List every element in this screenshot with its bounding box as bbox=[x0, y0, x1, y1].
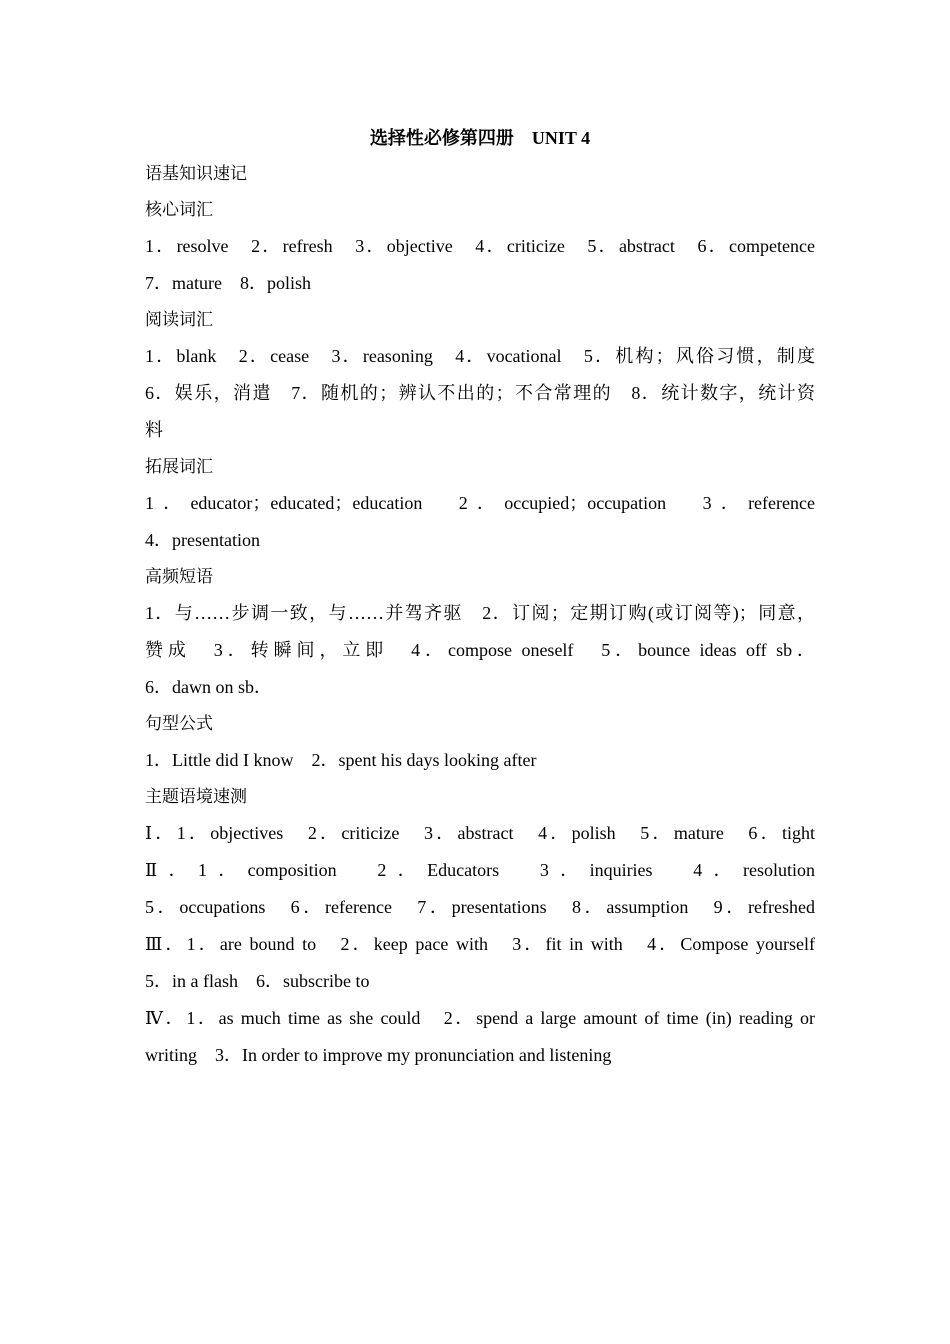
section-heading-topic: 主题语境速测 bbox=[145, 787, 247, 807]
section-heading-reading-vocab: 阅读词汇 bbox=[145, 310, 213, 330]
sentence-line: 1．Little did I know 2．spent his days looking after bbox=[145, 750, 537, 770]
phrases-line: 1．与……步调一致，与……并驾齐驱 2．订阅；定期订购(或订阅等)；同意， bbox=[145, 603, 815, 623]
phrases-line: 赞成 3．转瞬间，立即 4．compose oneself 5．bounce ideas off sb． bbox=[145, 640, 815, 660]
document-page bbox=[145, 120, 815, 1074]
core-vocab-line: 7．mature 8．polish bbox=[145, 273, 311, 293]
reading-vocab-line: 6．娱乐，消遣 7．随机的；辨认不出的；不合常理的 8．统计数字，统计资 bbox=[145, 383, 815, 403]
section-heading-phrases: 高频短语 bbox=[145, 567, 213, 587]
section-heading-extended-vocab: 拓展词汇 bbox=[145, 457, 213, 477]
topic-line: 5．in a flash 6．subscribe to bbox=[145, 971, 370, 991]
topic-line: Ⅳ．1．as much time as she could 2．spend a large amount of time (in) reading or bbox=[145, 1008, 815, 1028]
core-vocab-line: 1．resolve 2．refresh 3．objective 4．criticize 5．abstract 6．competence bbox=[145, 236, 815, 256]
section-heading-sentence: 句型公式 bbox=[145, 714, 213, 734]
topic-line: Ⅱ．1．composition 2．Educators 3．inquiries 4．resolution bbox=[145, 860, 816, 880]
phrases-line: 6．dawn on sb． bbox=[145, 677, 272, 697]
reading-vocab-line: 1．blank 2．cease 3．reasoning 4．vocational 5．机构；风俗习惯，制度 bbox=[145, 346, 815, 366]
section-heading-basics: 语基知识速记 bbox=[145, 164, 247, 184]
page-title: 选择性必修第四册 UNIT 4 bbox=[369, 128, 591, 148]
section-heading-core-vocab: 核心词汇 bbox=[145, 200, 213, 220]
extended-vocab-line: 4．presentation bbox=[145, 530, 260, 550]
topic-line: 5．occupations 6．reference 7．presentations 8．assumption 9．refreshed bbox=[145, 897, 815, 917]
topic-line: writing 3．In order to improve my pronunciation and listening bbox=[145, 1045, 612, 1065]
extended-vocab-line: 1．educator；educated；education 2．occupied；occupation 3．reference bbox=[145, 493, 815, 513]
topic-line: Ⅰ．1．objectives 2．criticize 3．abstract 4．polish 5．mature 6．tight bbox=[145, 823, 815, 843]
reading-vocab-line: 料 bbox=[145, 420, 163, 440]
topic-line: Ⅲ．1．are bound to 2．keep pace with 3．fit in with 4．Compose yourself bbox=[145, 934, 815, 954]
